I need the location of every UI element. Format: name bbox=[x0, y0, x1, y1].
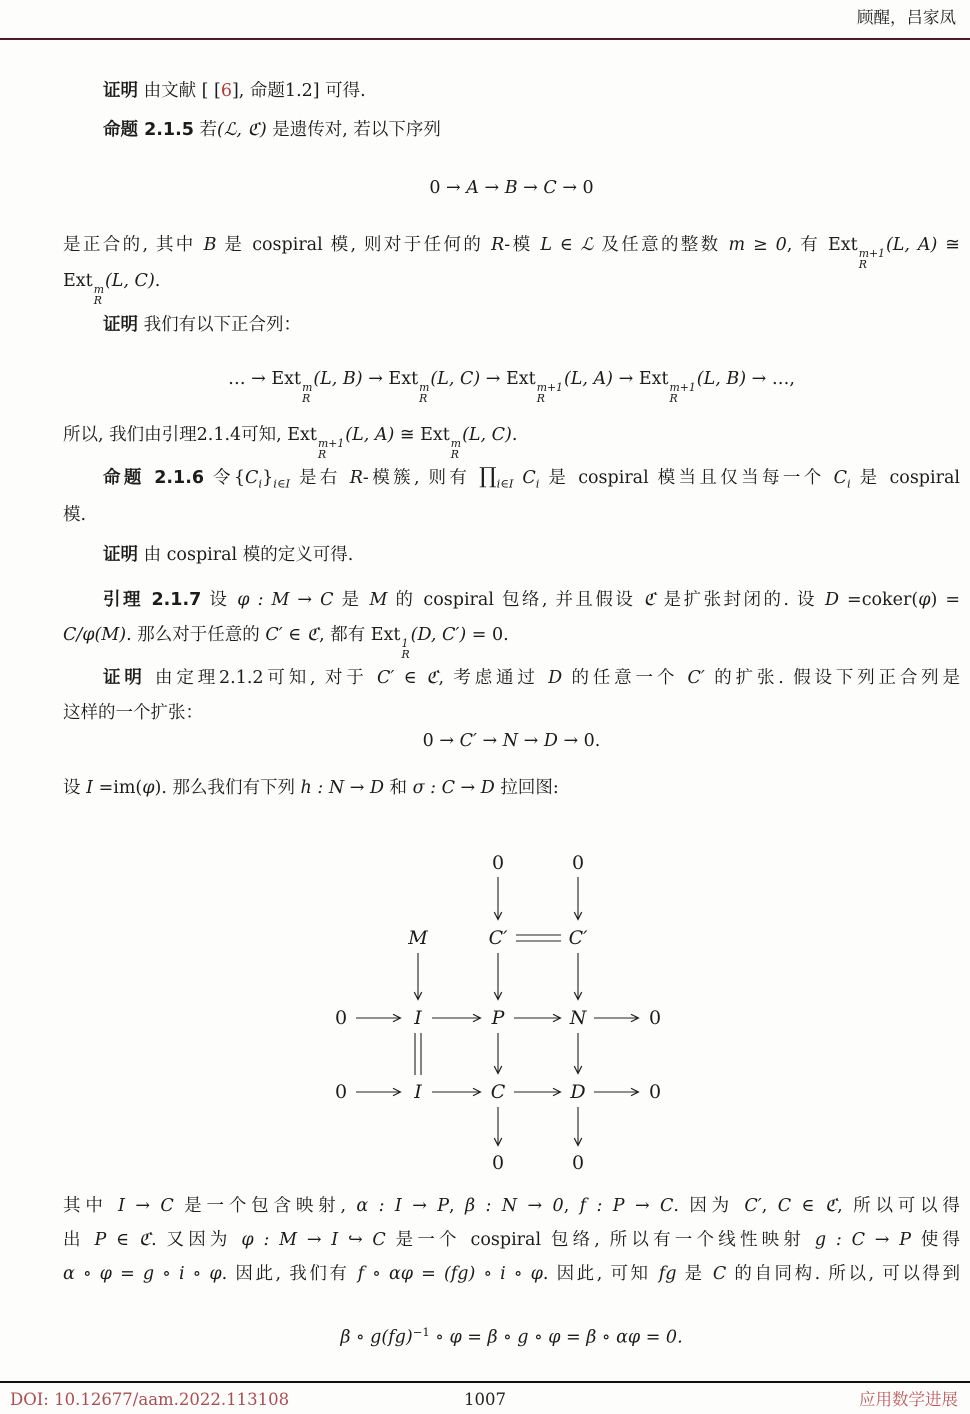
text-segment: 是 bbox=[333, 590, 370, 610]
text-segment: 是 bbox=[676, 1264, 713, 1284]
text-segment: (L, A) bbox=[345, 425, 395, 445]
node-C-prime-left: C′ bbox=[488, 927, 508, 949]
text-segment: , 所以可以得 bbox=[837, 1196, 960, 1216]
eq-beta-composition bbox=[63, 1320, 960, 1349]
text-segment: φ bbox=[142, 778, 155, 798]
text-segment: ≅ bbox=[937, 235, 960, 255]
text-segment: i bbox=[535, 476, 540, 491]
text-segment: C bbox=[543, 178, 557, 198]
text-segment: 其中 bbox=[63, 1196, 119, 1216]
node-zero-mid-left: 0 bbox=[334, 1007, 348, 1029]
text-segment: = 0 bbox=[466, 625, 504, 645]
text-segment: A bbox=[466, 178, 479, 198]
text-segment: D bbox=[824, 590, 840, 610]
text-segment: → bbox=[518, 731, 544, 751]
text-segment: } bbox=[262, 468, 274, 488]
running-head-authors: 顾醒，吕家凤 bbox=[857, 8, 956, 27]
text-segment: i bbox=[847, 476, 851, 491]
stacked-scripts: m R bbox=[419, 380, 430, 406]
stacked-scripts: m R bbox=[302, 380, 313, 406]
text-segment: → 0. bbox=[557, 731, 601, 751]
text-segment: 是 cospiral 模, 则对于任何的 bbox=[216, 235, 492, 255]
text-segment: ∘ φ = β ∘ g ∘ φ = β ∘ αφ = 0. bbox=[429, 1327, 683, 1348]
node-zero-mid-right: 0 bbox=[648, 1007, 662, 1029]
proof-2-1-7-line-1 bbox=[63, 666, 960, 690]
text-segment: (L, A) bbox=[563, 369, 614, 389]
text-segment: R bbox=[349, 468, 363, 488]
citation-link[interactable]: 6 bbox=[220, 81, 232, 101]
text-segment: 的任意一个 bbox=[562, 668, 688, 688]
text-segment: → bbox=[476, 731, 503, 751]
lemma-2-1-7-line-2 bbox=[63, 623, 960, 660]
text-segment: (L, A) bbox=[885, 235, 938, 255]
text-segment: 模. bbox=[63, 505, 87, 525]
text-segment: 由文献 [ [ bbox=[138, 81, 221, 101]
text-segment: 命题 2.1.6 bbox=[103, 468, 205, 488]
lemma-2-1-7-line-1 bbox=[63, 588, 960, 612]
text-segment: 若 bbox=[193, 120, 217, 140]
prop-2-1-5-body-2 bbox=[63, 269, 960, 306]
stacked-scripts: m+1 R bbox=[669, 380, 696, 406]
text-segment: B bbox=[203, 235, 217, 255]
node-zero-top-2: 0 bbox=[571, 852, 585, 874]
text-segment: 出 bbox=[63, 1230, 95, 1250]
text-segment: 的自同构. 所以, 可以得到 bbox=[726, 1264, 960, 1284]
proof-2-1-7-line-2 bbox=[63, 701, 960, 725]
text-segment: D bbox=[548, 668, 563, 688]
text-segment: Ext bbox=[388, 369, 419, 389]
node-zero-bot-1: 0 bbox=[491, 1152, 505, 1174]
text-segment: 命题 2.1.5 bbox=[103, 120, 194, 140]
text-segment: C′ bbox=[744, 1196, 762, 1216]
text-segment: C′ bbox=[459, 731, 477, 751]
text-segment: C bbox=[513, 468, 536, 488]
text-segment: 证明 bbox=[103, 545, 138, 565]
text-segment: , bbox=[449, 1196, 465, 1216]
text-segment: i∈I bbox=[273, 476, 291, 491]
text-segment: 拉回图: bbox=[494, 778, 559, 798]
text-segment: , bbox=[761, 1196, 778, 1216]
text-segment: 设 bbox=[63, 778, 87, 798]
footer-page-number: 1007 bbox=[464, 1390, 506, 1409]
text-segment: =im( bbox=[93, 778, 143, 798]
text-segment: Ext bbox=[287, 425, 317, 445]
text-segment: ≅ bbox=[394, 425, 421, 445]
text-segment: β : N → 0 bbox=[465, 1196, 564, 1216]
text-segment: C′ bbox=[687, 668, 705, 688]
text-segment: 令 bbox=[204, 468, 234, 488]
node-I-upper: I bbox=[414, 1007, 422, 1029]
text-segment: , 有 bbox=[786, 235, 828, 255]
text-segment: Ext bbox=[63, 271, 93, 291]
text-segment: 和 bbox=[383, 778, 413, 798]
text-segment: 是一个 cospiral 包络, 所以有一个线性映射 bbox=[385, 1230, 815, 1250]
text-segment: → bbox=[480, 369, 506, 389]
node-I-lower: I bbox=[414, 1081, 422, 1103]
text-segment: C bbox=[245, 468, 259, 488]
post-diagram-line-3 bbox=[63, 1262, 960, 1286]
stacked-scripts: m R bbox=[450, 436, 462, 462]
node-P: P bbox=[491, 1007, 505, 1029]
text-segment: φ : M → I ↪ C bbox=[241, 1230, 386, 1250]
text-segment: 0 → bbox=[429, 178, 467, 198]
text-segment: C bbox=[833, 468, 848, 488]
text-segment: =coker( bbox=[839, 590, 919, 610]
text-segment: Ext bbox=[271, 369, 302, 389]
post-diagram-line-2 bbox=[63, 1228, 960, 1252]
text-segment: . 因为 bbox=[673, 1196, 745, 1216]
text-segment: C′ ∈ ℭ bbox=[377, 668, 439, 688]
text-segment: → bbox=[478, 178, 505, 198]
text-segment: −1 bbox=[412, 1325, 430, 1339]
text-segment: 的 cospiral 包络, 并且假设 bbox=[387, 590, 644, 610]
text-segment: { bbox=[233, 468, 246, 488]
text-segment: -模簇, 则有 bbox=[362, 468, 480, 488]
pullback-intro-line bbox=[63, 776, 960, 800]
prop-2-1-6-line-1 bbox=[63, 466, 960, 496]
node-zero-top-1: 0 bbox=[491, 852, 505, 874]
text-segment: → bbox=[517, 178, 544, 198]
text-segment: φ bbox=[918, 590, 931, 610]
stacked-scripts: m+1 R bbox=[317, 436, 345, 462]
text-segment: → 0 bbox=[556, 178, 594, 198]
prop-2-1-5-line bbox=[63, 118, 960, 142]
text-segment: (L, C) bbox=[104, 271, 155, 291]
text-segment: I → C bbox=[118, 1196, 174, 1216]
text-segment: P ∈ ℭ bbox=[94, 1230, 152, 1250]
text-segment: Ext bbox=[638, 369, 669, 389]
text-segment: φ : M → C bbox=[237, 590, 334, 610]
text-segment: h : N → D bbox=[300, 778, 384, 798]
text-segment: i∈I bbox=[496, 476, 514, 491]
proof-2-1-5-line bbox=[63, 313, 960, 337]
text-segment: (L, B) bbox=[313, 369, 363, 389]
text-segment: (L, C) bbox=[430, 369, 481, 389]
text-segment: . 又因为 bbox=[151, 1230, 242, 1250]
text-segment: α : I → P bbox=[356, 1196, 450, 1216]
text-segment: 是一个包含映射, bbox=[173, 1196, 357, 1216]
text-segment: i bbox=[258, 476, 263, 491]
text-segment: → bbox=[613, 369, 639, 389]
text-segment: β ∘ g(fg) bbox=[340, 1327, 413, 1348]
text-segment: . bbox=[511, 425, 518, 445]
text-segment: 所以, 我们由引理2.1.4可知, bbox=[63, 425, 288, 445]
text-segment: ) = bbox=[930, 590, 960, 610]
text-segment: . 因此, 可知 bbox=[542, 1264, 659, 1284]
text-segment: α ∘ φ = g ∘ i ∘ φ bbox=[63, 1264, 222, 1284]
text-segment: f ∘ αφ = (fg) ∘ i ∘ φ bbox=[357, 1264, 543, 1284]
text-segment: 设 bbox=[201, 590, 238, 610]
text-segment: → …, bbox=[746, 369, 795, 389]
text-segment: . 那么对于任意的 bbox=[126, 625, 266, 645]
text-segment: 证明 bbox=[103, 81, 138, 101]
text-segment: 我们有以下正合列： bbox=[138, 315, 302, 335]
text-segment: σ : C → D bbox=[412, 778, 495, 798]
text-segment: 由 cospiral 模的定义可得. bbox=[138, 545, 354, 565]
text-segment: 是正合的, 其中 bbox=[63, 235, 204, 255]
footer-doi-link[interactable]: DOI: 10.12677/aam.2022.113108 bbox=[10, 1390, 290, 1409]
text-segment: 是扩张封闭的. 设 bbox=[655, 590, 825, 610]
text-segment: f : P → C bbox=[579, 1196, 674, 1216]
text-segment: D bbox=[543, 731, 558, 751]
text-segment: 0 → bbox=[422, 731, 460, 751]
stacked-scripts: m+1 R bbox=[536, 380, 563, 406]
text-segment: 证明 bbox=[103, 668, 146, 688]
node-C-prime-right: C′ bbox=[568, 927, 588, 949]
stacked-scripts: m+1 R bbox=[858, 246, 885, 272]
text-segment: 这样的一个扩张： bbox=[63, 703, 203, 723]
node-zero-low-left: 0 bbox=[334, 1081, 348, 1103]
text-segment: 是 cospiral 模当且仅当每一个 bbox=[539, 468, 834, 488]
text-segment: 是 cospiral bbox=[850, 468, 960, 488]
text-segment: L ∈ ℒ bbox=[540, 235, 594, 255]
node-M: M bbox=[408, 927, 428, 949]
footer-journal-name: 应用数学进展 bbox=[859, 1390, 958, 1409]
eq-extension-seq bbox=[63, 729, 960, 753]
text-segment: ∏ bbox=[479, 464, 497, 489]
stacked-scripts: m R bbox=[93, 282, 104, 308]
text-segment: g : C → P bbox=[814, 1230, 911, 1250]
header-rule bbox=[0, 38, 970, 40]
text-segment: ℭ bbox=[643, 590, 656, 610]
text-segment: Ext bbox=[420, 425, 450, 445]
proof-2-1-6-line bbox=[63, 543, 960, 567]
node-D: D bbox=[570, 1081, 586, 1103]
text-segment: Ext bbox=[828, 235, 858, 255]
text-segment: , 都有 bbox=[319, 625, 371, 645]
node-N: N bbox=[569, 1007, 587, 1029]
text-segment: . bbox=[503, 625, 509, 645]
text-segment: B bbox=[504, 178, 518, 198]
stacked-scripts: 1 R bbox=[401, 636, 410, 662]
text-segment: fg bbox=[658, 1264, 677, 1284]
eq-short-exact-seq bbox=[63, 176, 960, 200]
commutative-pullback-diagram bbox=[320, 845, 680, 1180]
text-segment: C/φ(M) bbox=[63, 625, 127, 645]
text-segment: 证明 bbox=[103, 315, 138, 335]
text-segment: R bbox=[491, 235, 505, 255]
text-segment: 是右 bbox=[290, 468, 350, 488]
proof-line-ref6 bbox=[63, 79, 960, 103]
text-segment: . 那么我们有下列 bbox=[161, 778, 301, 798]
text-segment: -模 bbox=[504, 235, 541, 255]
text-segment: … → bbox=[228, 369, 272, 389]
proof-2-1-5-concl bbox=[63, 423, 960, 460]
footer-rule bbox=[0, 1381, 970, 1383]
prop-2-1-6-line-2 bbox=[63, 503, 960, 527]
text-segment: C′ ∈ ℭ bbox=[265, 625, 320, 645]
text-segment: m ≥ 0 bbox=[728, 235, 787, 255]
post-diagram-line-1 bbox=[63, 1194, 960, 1218]
text-segment: 是遗传对, 若以下序列 bbox=[266, 120, 441, 140]
text-segment: . 因此, 我们有 bbox=[221, 1264, 358, 1284]
text-segment: 及任意的整数 bbox=[593, 235, 729, 255]
text-segment: , 考虑通过 bbox=[438, 668, 549, 688]
text-segment: (ℒ, ℭ) bbox=[217, 120, 267, 140]
text-segment: (L, C) bbox=[462, 425, 512, 445]
text-segment: . bbox=[154, 271, 161, 291]
text-segment: N bbox=[502, 731, 519, 751]
node-C: C bbox=[490, 1081, 506, 1103]
text-segment: , bbox=[563, 1196, 580, 1216]
text-segment: (D, C′) bbox=[410, 625, 467, 645]
text-segment: 引理 2.1.7 bbox=[103, 590, 202, 610]
node-zero-bot-2: 0 bbox=[571, 1152, 585, 1174]
node-zero-low-right: 0 bbox=[648, 1081, 662, 1103]
text-segment: ], 命题1.2] 可得. bbox=[231, 81, 366, 101]
text-segment: C bbox=[712, 1264, 727, 1284]
eq-ext-long-sequence bbox=[63, 367, 960, 404]
text-segment: 使得 bbox=[910, 1230, 960, 1250]
text-segment: ) bbox=[154, 778, 162, 798]
text-segment: 由定理2.1.2可知, 对于 bbox=[145, 668, 378, 688]
prop-2-1-5-body-1 bbox=[63, 233, 960, 270]
text-segment: (L, B) bbox=[696, 369, 747, 389]
text-segment: Ext bbox=[370, 625, 401, 645]
text-segment: M bbox=[369, 590, 388, 610]
text-segment: → bbox=[362, 369, 389, 389]
text-segment: Ext bbox=[506, 369, 536, 389]
text-segment: C ∈ ℭ bbox=[777, 1196, 838, 1216]
text-segment: I bbox=[86, 778, 93, 798]
text-segment: 的扩张. 假设下列正合列是 bbox=[704, 668, 961, 688]
